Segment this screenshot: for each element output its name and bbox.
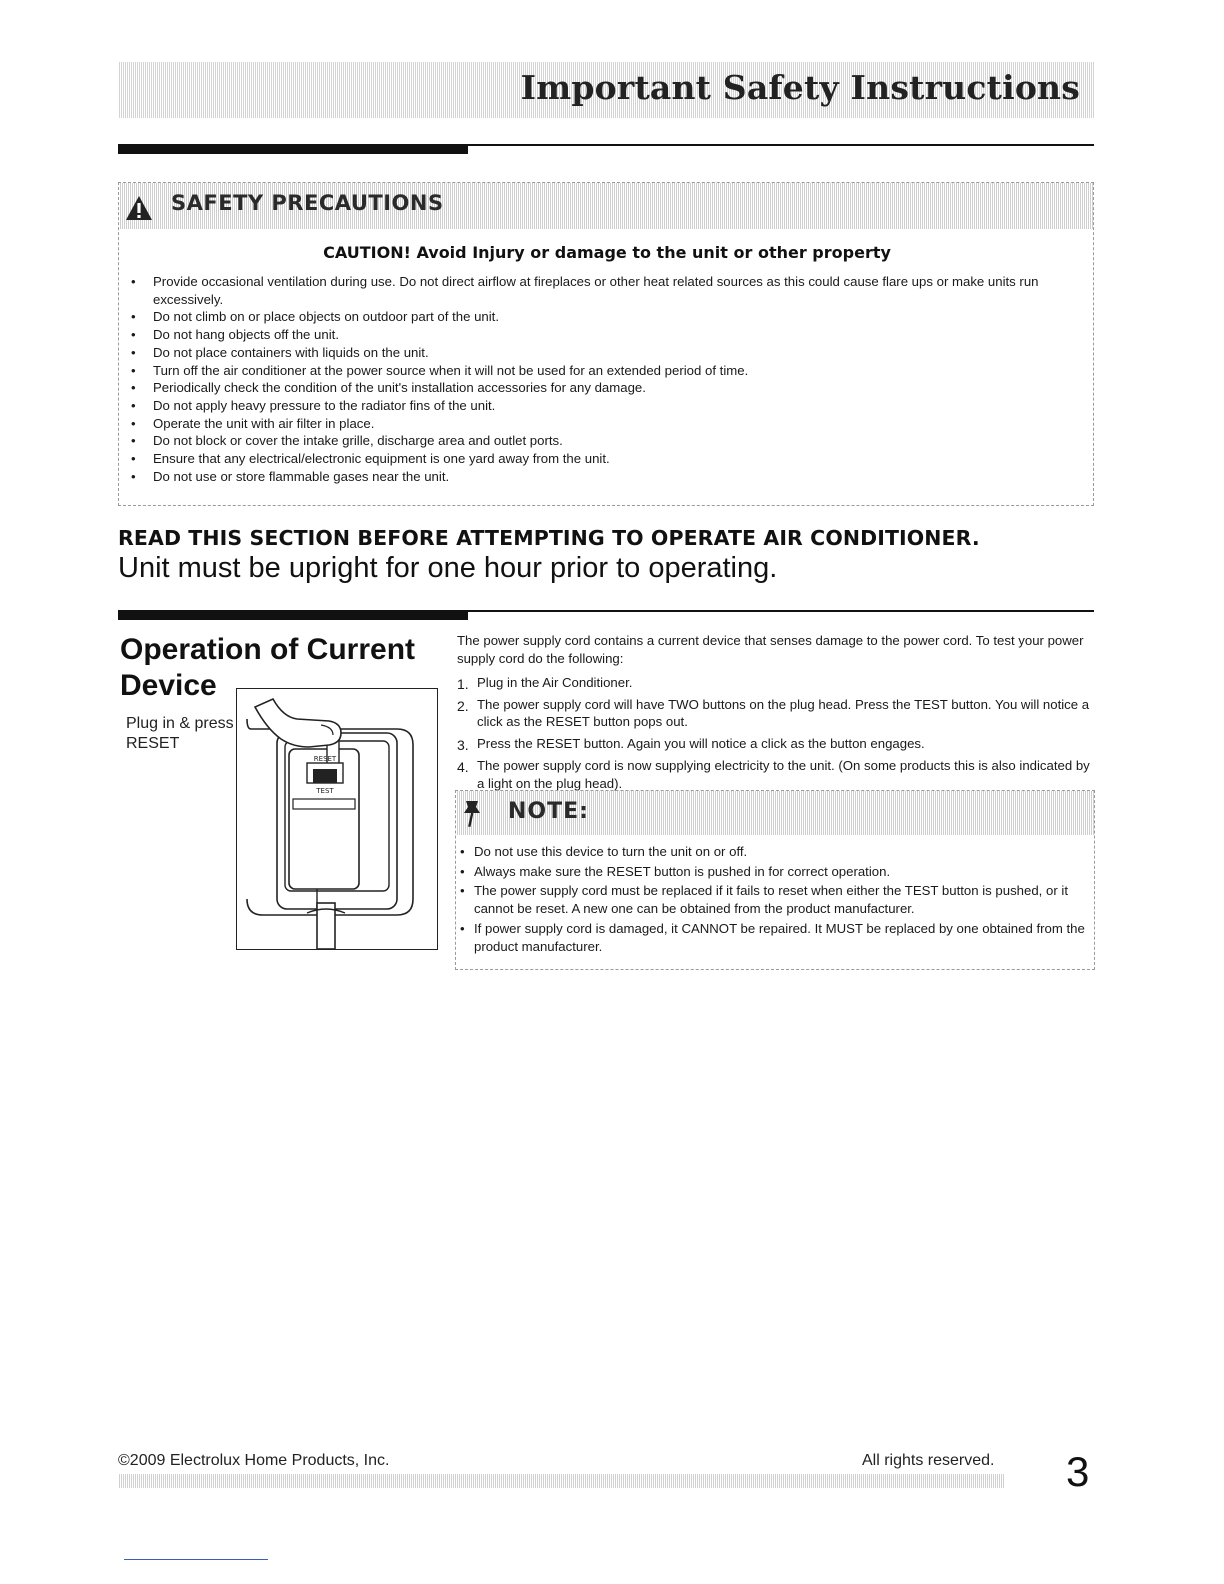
plug-caption: Plug in & press RESET [126,715,234,752]
list-item: • Do not block or cover the intake grille, discharge area and outlet ports. [131,432,1095,450]
list-item: • Operate the unit with air filter in place. [131,415,1095,433]
section-rule-thin [468,610,1094,612]
step-number: 1. [457,676,469,692]
section-rule-thick [118,610,468,620]
section-rule-thick [118,144,468,154]
note-header [456,791,1094,835]
note-title: NOTE: [508,799,589,824]
page-number: 3 [1066,1448,1090,1495]
list-item [457,696,1093,731]
section-rule-thin [468,144,1094,146]
operation-steps [457,674,1093,796]
note-list [460,843,1092,957]
test-label: TEST [316,787,334,795]
page-title: Important Safety Instructions [520,68,1080,107]
caution-heading: CAUTION! Avoid Injury or damage to the unit or other property [323,243,891,262]
operation-intro: The power supply cord contains a current device that senses damage to the power cord. To test your power supply cord do the following: [457,633,1084,666]
list-item: • The power supply cord must be replaced if it fails to reset when either the TEST button is pushed, or it cannot be reset. A new one can be obtained from the product manufacturer. [460,882,1092,917]
read-section-heading: READ THIS SECTION BEFORE ATTEMPTING TO OPERATE AIR CONDITIONER. [118,526,980,550]
list-item: • Periodically check the condition of the unit's installation accessories for any damage. [131,379,1095,397]
list-item [457,674,1093,692]
step-text: Plug in the Air Conditioner. [477,675,633,690]
footer-rights: All rights reserved. [862,1452,995,1469]
list-item: • Turn off the air conditioner at the power source when it will not be used for an extended period of time. [131,362,1095,380]
step-number: 3. [457,737,469,754]
step-number: 4. [457,758,469,775]
upright-notice: Unit must be upright for one hour prior to operating. [118,552,778,584]
list-item: • Do not use this device to turn the unit on or off. [460,843,1092,861]
step-text: The power supply cord will have TWO buttons on the plug head. Press the TEST button. You will notice a click as the RESET button pops out. [477,696,1090,730]
safety-title: SAFETY PRECAUTIONS [171,191,444,215]
plug-reset-illustration [236,688,438,950]
list-item: • Do not climb on or place objects on outdoor part of the unit. [131,308,1095,326]
pushpin-icon [460,799,486,831]
reset-label: RESET [313,755,337,763]
caution-list [131,273,1095,485]
list-item [457,757,1093,792]
list-item: • If power supply cord is damaged, it CANNOT be repaired. It MUST be replaced by one obtained from the product manufacturer. [460,920,1092,955]
footer-copyright: ©2009 Electrolux Home Products, Inc. [118,1452,390,1469]
list-item: • Always make sure the RESET button is pushed in for correct operation. [460,863,1092,881]
step-number: 2. [457,697,469,714]
list-item: • Do not use or store flammable gases near the unit. [131,468,1095,486]
step-text: Press the RESET button. Again you will notice a click as the button engages. [477,736,925,752]
safety-precautions-box [118,182,1094,506]
list-item: • Do not apply heavy pressure to the radiator fins of the unit. [131,397,1095,415]
title-banner [118,62,1094,118]
safety-header [119,183,1093,229]
warning-icon [125,195,153,221]
list-item: • Provide occasional ventilation during use. Do not direct airflow at fireplaces or other heat related sources as this could cause flare ups or make units run excessively. [131,273,1095,308]
note-box [455,790,1095,970]
bottom-divider [124,1559,268,1560]
list-item [457,735,1093,753]
operation-heading: Operation of Current Device [120,633,416,702]
step-text: The power supply cord is now supplying electricity to the unit. (On some products this is also indicated by a light on the plug head). [477,757,1090,791]
list-item: • Ensure that any electrical/electronic equipment is one yard away from the unit. [131,450,1095,468]
footer-band [118,1474,1004,1488]
plug-illustration-svg [237,689,437,949]
list-item: • Do not hang objects off the unit. [131,326,1095,344]
list-item: • Do not place containers with liquids on the unit. [131,344,1095,362]
